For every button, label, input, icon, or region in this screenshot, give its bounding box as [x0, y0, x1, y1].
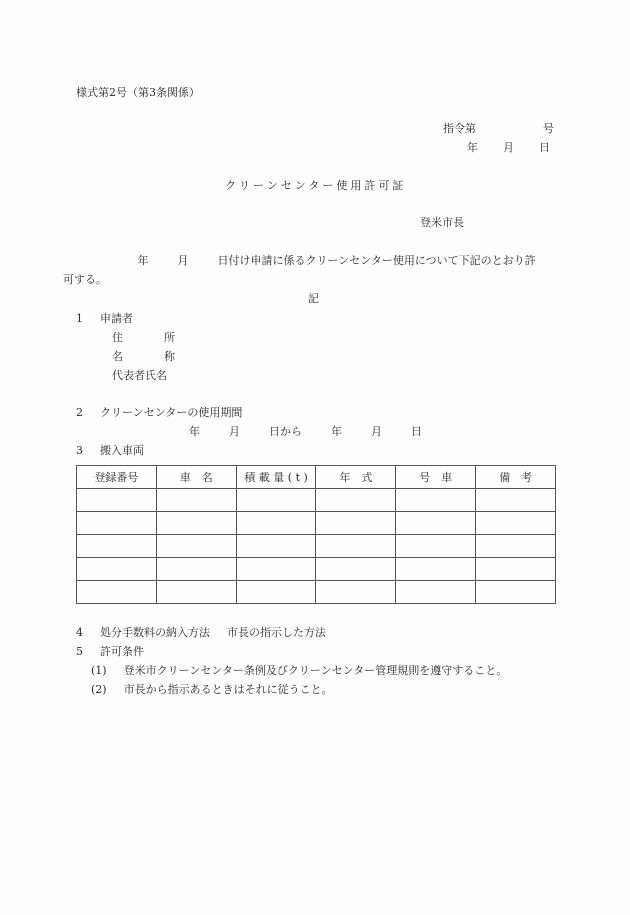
- section-number: 3: [76, 444, 83, 457]
- body-month: 月: [177, 254, 189, 267]
- table-cell[interactable]: [236, 581, 316, 604]
- table-cell[interactable]: [316, 581, 396, 604]
- directive-prefix: 指令第: [443, 122, 476, 135]
- issuer: 登米市長: [420, 216, 464, 229]
- table-cell[interactable]: [396, 558, 476, 581]
- section-number: 2: [76, 406, 83, 419]
- table-row: [77, 581, 556, 604]
- section-label: 搬入車両: [100, 444, 144, 457]
- condition-1: [91, 664, 507, 678]
- table-cell[interactable]: [236, 512, 316, 535]
- section-label: 申請者: [100, 312, 133, 325]
- condition-number: (2): [91, 683, 107, 696]
- table-row: [77, 535, 556, 558]
- table-cell[interactable]: [476, 535, 556, 558]
- condition-text: 登米市クリーンセンター条例及びクリーンセンター管理規則を遵守すること。: [123, 664, 508, 677]
- table-cell[interactable]: [77, 558, 157, 581]
- body-line-1: [76, 254, 536, 268]
- section-label: クリーンセンターの使用期間: [100, 406, 243, 419]
- vehicle-table: [76, 465, 556, 604]
- body-line-2: 可する。: [63, 273, 107, 286]
- body-year: 年: [137, 254, 149, 267]
- condition-text: 市長から指示あるときはそれに従うこと。: [123, 683, 333, 696]
- header-remarks: 備 考: [476, 466, 556, 489]
- table-cell[interactable]: [236, 535, 316, 558]
- period-end-year: 年: [331, 425, 342, 438]
- date-month: 月: [503, 141, 514, 154]
- section-label: 処分手数料の納入方法: [100, 626, 210, 639]
- table-cell[interactable]: [156, 581, 236, 604]
- condition-number: (1): [91, 664, 107, 677]
- header-vehicle-number: 号 車: [396, 466, 476, 489]
- period-start-month: 月: [229, 425, 240, 438]
- section-number: 1: [76, 312, 83, 325]
- date-day: 日: [539, 141, 550, 154]
- header-model-year: 年 式: [316, 466, 396, 489]
- directive-suffix: 号: [543, 122, 554, 135]
- table-cell[interactable]: [316, 489, 396, 512]
- table-cell[interactable]: [316, 558, 396, 581]
- section-number: 4: [76, 626, 83, 639]
- payment-method-value: 市長の指示した方法: [227, 626, 326, 639]
- table-cell[interactable]: [77, 489, 157, 512]
- body-text: 日付け申請に係るクリーンセンター使用について下記のとおり許: [217, 254, 536, 267]
- table-cell[interactable]: [476, 489, 556, 512]
- table-cell[interactable]: [156, 512, 236, 535]
- section-number: 5: [76, 645, 83, 658]
- issue-date: [467, 141, 550, 155]
- table-cell[interactable]: [476, 512, 556, 535]
- section-3-heading: [76, 444, 144, 458]
- directive-number: [443, 122, 554, 136]
- table-row: [77, 489, 556, 512]
- table-cell[interactable]: [316, 512, 396, 535]
- table-cell[interactable]: [77, 581, 157, 604]
- condition-2: [91, 683, 333, 697]
- table-row: [77, 558, 556, 581]
- field-address: 住 所: [112, 331, 177, 344]
- table-cell[interactable]: [77, 535, 157, 558]
- section-5-heading: [76, 645, 144, 659]
- section-label: 許可条件: [100, 645, 144, 658]
- table-cell[interactable]: [316, 535, 396, 558]
- section-2-heading: [76, 406, 242, 420]
- usage-period: [189, 425, 422, 439]
- table-cell[interactable]: [77, 512, 157, 535]
- table-cell[interactable]: [236, 489, 316, 512]
- period-end-day: 日: [411, 425, 422, 438]
- section-1-heading: [76, 312, 133, 326]
- period-start-day: 日から: [269, 425, 302, 438]
- table-cell[interactable]: [396, 581, 476, 604]
- table-cell[interactable]: [476, 558, 556, 581]
- table-cell[interactable]: [396, 535, 476, 558]
- table-cell[interactable]: [396, 512, 476, 535]
- ki-heading: 記: [308, 292, 319, 305]
- document-title: クリーンセンター使用許可証: [225, 179, 407, 192]
- table-cell[interactable]: [396, 489, 476, 512]
- table-cell[interactable]: [476, 581, 556, 604]
- table-cell[interactable]: [156, 535, 236, 558]
- table-header-row: [77, 466, 556, 489]
- section-4-heading: [76, 626, 326, 640]
- period-end-month: 月: [371, 425, 382, 438]
- header-load-capacity: 積 載 量 ( t ): [236, 466, 316, 489]
- period-start-year: 年: [189, 425, 200, 438]
- field-representative: 代表者氏名: [112, 369, 167, 382]
- form-number: 様式第2号（第3条関係）: [76, 86, 200, 99]
- date-year: 年: [467, 141, 478, 154]
- table-cell[interactable]: [236, 558, 316, 581]
- field-name: 名 称: [112, 350, 177, 363]
- header-registration-number: 登録番号: [77, 466, 157, 489]
- table-cell[interactable]: [156, 558, 236, 581]
- header-vehicle-name: 車 名: [156, 466, 236, 489]
- table-row: [77, 512, 556, 535]
- table-cell[interactable]: [156, 489, 236, 512]
